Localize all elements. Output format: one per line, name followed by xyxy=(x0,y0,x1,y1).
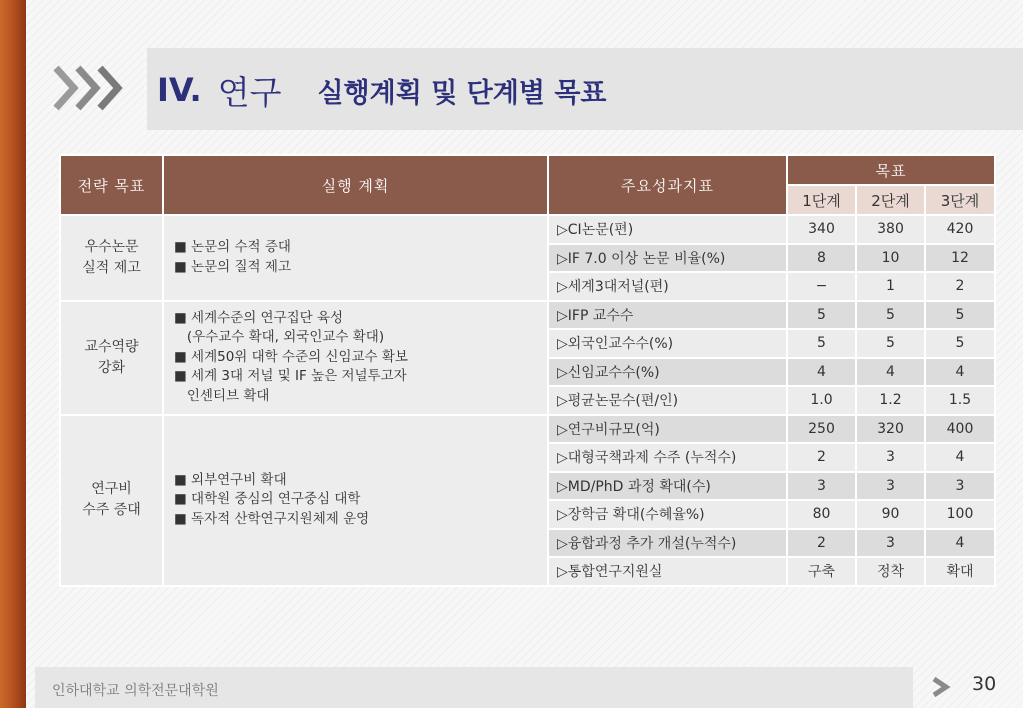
header-plan: 실행 계획 xyxy=(163,155,548,215)
kpi-cell: ▷대형국책과제 수주 (누적수) xyxy=(548,443,787,472)
title-sub: 실행계획 및 단계별 목표 xyxy=(317,77,607,109)
value-cell: 1 xyxy=(856,272,925,301)
value-cell: 5 xyxy=(787,301,856,330)
value-cell: 100 xyxy=(925,500,995,529)
strategy-cell: 연구비 수주 증대 xyxy=(60,415,163,586)
value-cell: 90 xyxy=(856,500,925,529)
kpi-cell: ▷장학금 확대(수혜율%) xyxy=(548,500,787,529)
value-cell: 5 xyxy=(856,301,925,330)
value-cell: 5 xyxy=(925,301,995,330)
page-number: 30 xyxy=(972,673,997,695)
value-cell: 4 xyxy=(925,443,995,472)
kpi-cell: ▷융합과정 추가 개설(누적수) xyxy=(548,529,787,558)
value-cell: 380 xyxy=(856,215,925,244)
value-cell: − xyxy=(787,272,856,301)
plan-table xyxy=(59,154,996,587)
page-title xyxy=(157,66,607,114)
value-cell: 340 xyxy=(787,215,856,244)
value-cell: 3 xyxy=(856,529,925,558)
strategy-cell: 우수논문 실적 제고 xyxy=(60,215,163,301)
value-cell: 3 xyxy=(856,472,925,501)
kpi-cell: ▷외국인교수수(%) xyxy=(548,329,787,358)
value-cell: 1.0 xyxy=(787,386,856,415)
value-cell: 5 xyxy=(856,329,925,358)
header-kpi: 주요성과지표 xyxy=(548,155,787,215)
value-cell: 2 xyxy=(925,272,995,301)
value-cell: 4 xyxy=(787,358,856,387)
kpi-cell: ▷IF 7.0 이상 논문 비율(%) xyxy=(548,244,787,273)
header-stage-3: 3단계 xyxy=(925,185,995,215)
value-cell: 2 xyxy=(787,443,856,472)
value-cell: 12 xyxy=(925,244,995,273)
kpi-cell: ▷신임교수수(%) xyxy=(548,358,787,387)
header-strategy: 전략 목표 xyxy=(60,155,163,215)
kpi-cell: ▷MD/PhD 과정 확대(수) xyxy=(548,472,787,501)
strategy-cell: 교수역량 강화 xyxy=(60,301,163,415)
value-cell: 10 xyxy=(856,244,925,273)
kpi-cell: ▷CI논문(편) xyxy=(548,215,787,244)
value-cell: 400 xyxy=(925,415,995,444)
header-target: 목표 xyxy=(787,155,995,185)
footer-institution: 인하대학교 의학전문대학원 xyxy=(52,683,219,699)
footer-arrow-icon xyxy=(930,676,954,698)
value-cell: 8 xyxy=(787,244,856,273)
header-stage-2: 2단계 xyxy=(856,185,925,215)
table-row xyxy=(60,215,995,244)
value-cell: 1.2 xyxy=(856,386,925,415)
header-stage-1: 1단계 xyxy=(787,185,856,215)
value-cell: 2 xyxy=(787,529,856,558)
value-cell: 80 xyxy=(787,500,856,529)
plan-cell: ■ 외부연구비 확대 ■ 대학원 중심의 연구중심 대학 ■ 독자적 산학연구지원체제 운영 xyxy=(163,415,548,586)
title-main: 연구 xyxy=(217,72,282,112)
value-cell: 420 xyxy=(925,215,995,244)
value-cell: 확대 xyxy=(925,557,995,586)
kpi-cell: ▷통합연구지원실 xyxy=(548,557,787,586)
chevron-triple-icon xyxy=(52,64,132,112)
value-cell: 4 xyxy=(856,358,925,387)
value-cell: 3 xyxy=(856,443,925,472)
value-cell: 구축 xyxy=(787,557,856,586)
table-row xyxy=(60,415,995,444)
table-row xyxy=(60,301,995,330)
value-cell: 3 xyxy=(925,472,995,501)
left-accent-bar xyxy=(0,0,26,708)
value-cell: 4 xyxy=(925,529,995,558)
kpi-cell: ▷IFP 교수수 xyxy=(548,301,787,330)
value-cell: 5 xyxy=(925,329,995,358)
kpi-cell: ▷평균논문수(편/인) xyxy=(548,386,787,415)
value-cell: 250 xyxy=(787,415,856,444)
kpi-cell: ▷세계3대저널(편) xyxy=(548,272,787,301)
title-number: IV. xyxy=(157,71,202,109)
value-cell: 3 xyxy=(787,472,856,501)
kpi-cell: ▷연구비규모(억) xyxy=(548,415,787,444)
value-cell: 정착 xyxy=(856,557,925,586)
value-cell: 5 xyxy=(787,329,856,358)
plan-cell: ■ 세계수준의 연구집단 육성 (우수교수 확대, 외국인교수 확대) ■ 세계50위 대학 수준의 신임교수 확보 ■ 세계 3대 저널 및 IF 높은 저널투고자 인센티브 확대 xyxy=(163,301,548,415)
value-cell: 1.5 xyxy=(925,386,995,415)
value-cell: 320 xyxy=(856,415,925,444)
plan-cell: ■ 논문의 수적 증대 ■ 논문의 질적 제고 xyxy=(163,215,548,301)
value-cell: 4 xyxy=(925,358,995,387)
